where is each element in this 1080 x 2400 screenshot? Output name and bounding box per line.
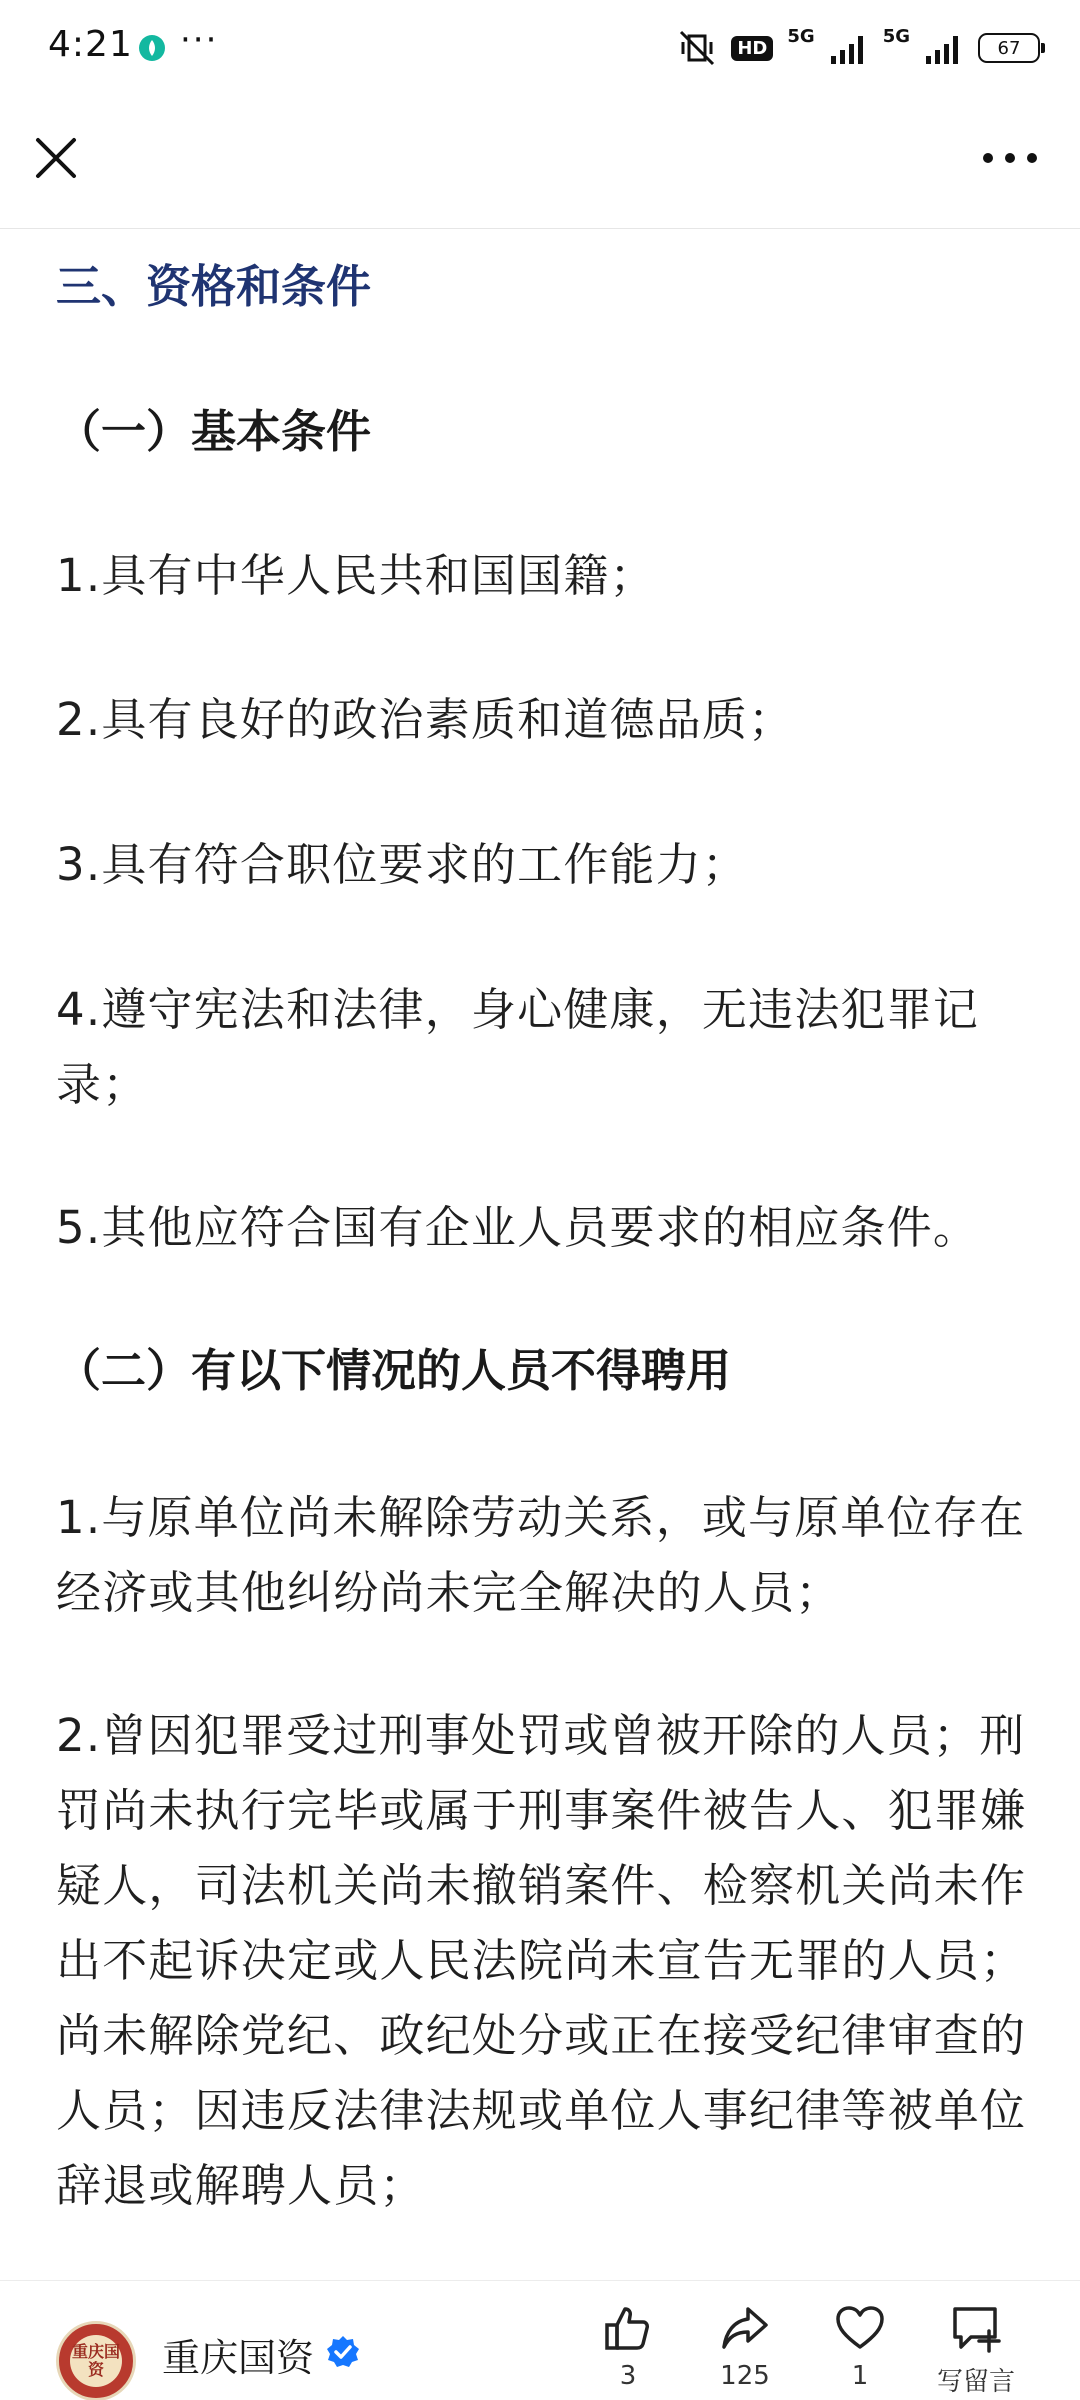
status-icons (677, 26, 1040, 70)
section-title: 三、资格和条件 (56, 260, 372, 313)
battery-level: 67 (997, 37, 1021, 59)
list-item: 2.具有良好的政治素质和道德品质； (56, 693, 795, 746)
bottom-action-bar (0, 2280, 1080, 2400)
comment-add-icon (949, 2301, 1003, 2355)
network-5g-label-1: 5G (787, 26, 815, 47)
avatar-label: 重庆国资 (70, 2335, 122, 2387)
vibrate-mute-icon (677, 28, 717, 68)
status-time: 4:21 (48, 24, 133, 65)
battery-icon (978, 33, 1040, 63)
account-name[interactable]: 重庆国资 (162, 2336, 315, 2380)
share-count: 125 (720, 2361, 770, 2391)
share-icon (718, 2301, 772, 2355)
thumbs-up-icon (601, 2301, 655, 2355)
list-item: 3.具有符合职位要求的工作能力； (56, 838, 749, 891)
more-horizontal-icon[interactable] (980, 136, 1040, 180)
list-item: 4.遵守宪法和法律，身心健康，无违法犯罪记录； (56, 983, 980, 1111)
like-button[interactable] (573, 2301, 683, 2391)
avatar[interactable] (56, 2321, 136, 2400)
heart-icon (833, 2301, 887, 2355)
list-item: 5.其他应符合国有企业人员要求的相应条件。 (56, 1201, 980, 1254)
status-bar (0, 0, 1080, 96)
app-notification-icon (138, 34, 166, 62)
verified-icon (326, 2335, 360, 2369)
favorite-count: 1 (851, 2361, 869, 2391)
comment-button[interactable] (921, 2301, 1031, 2398)
subsection-title-excluded: （二）有以下情况的人员不得聘用 (56, 1344, 732, 1397)
list-item: 1.与原单位尚未解除劳动关系，或与原单位存在经济或其他纠纷尚未完全解决的人员； (56, 1491, 1026, 1619)
top-nav (0, 96, 1080, 229)
comment-label: 写留言 (936, 2367, 1015, 2397)
signal-icon-1 (829, 32, 869, 64)
like-count: 3 (619, 2361, 637, 2391)
status-more-icon: ··· (180, 20, 219, 60)
list-item: 2.曾因犯罪受过刑事处罚或曾被开除的人员；刑罚尚未执行完毕或属于刑事案件被告人、犯罪嫌疑人，司法机关尚未撤销案件、检察机关尚未作出不起诉决定或人民法院尚未宣告无罪的人员；尚未解除党纪、政纪处分或正在接受纪律审查的人员；因违反法律法规或单位人事纪律等被单位辞退或解聘人员； (56, 1709, 1027, 2212)
close-icon[interactable] (30, 132, 82, 184)
subsection-title-basic: （一）基本条件 (56, 405, 372, 458)
favorite-button[interactable] (805, 2301, 915, 2391)
hd-badge: HD (731, 36, 773, 61)
network-5g-label-2: 5G (882, 26, 910, 47)
signal-icon-2 (924, 32, 964, 64)
share-button[interactable] (690, 2301, 800, 2391)
list-item: 1.具有中华人民共和国国籍； (56, 549, 656, 602)
